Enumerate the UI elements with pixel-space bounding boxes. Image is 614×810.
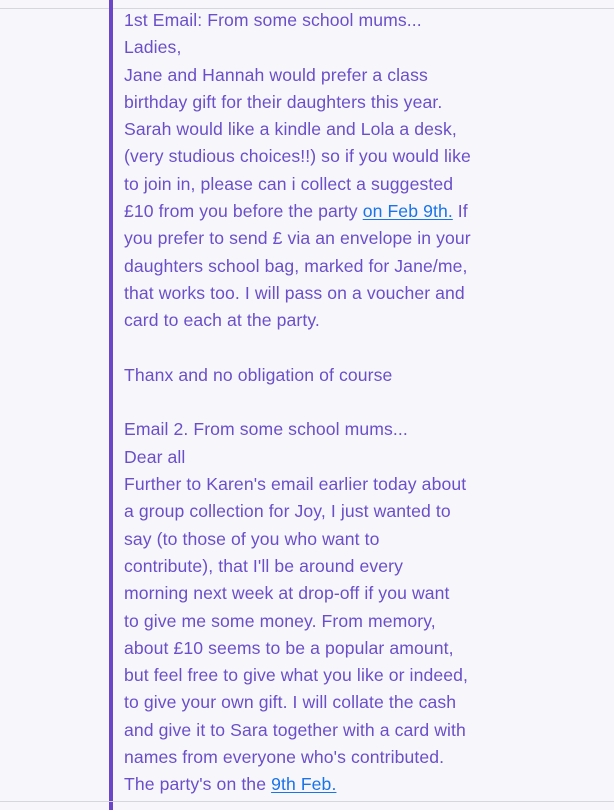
email1-text-after-date: If [452,201,468,222]
email2-line: morning next week at drop-off if you want [124,583,450,604]
email1-line: to join in, please can i collect a suggested [124,173,454,194]
email2-line: say (to those of you who want to [124,528,380,549]
email2-line: but feel free to give what you like or indeed, [124,665,468,686]
quote-bar [109,0,113,810]
email1-greeting: Ladies, [124,37,182,58]
email2-line: to give your own gift. I will collate the cash [124,692,457,713]
email1-line: daughters school bag, marked for Jane/me, [124,255,468,276]
email1-line: that works too. I will pass on a voucher and [124,282,465,303]
email1-heading: 1st Email: From some school mums... [124,10,422,30]
email2-heading: Email 2. From some school mums... [124,419,408,440]
email2-line: contribute), that I'll be around every [124,555,404,576]
bottom-divider [0,801,614,802]
email2-line: Further to Karen's email earlier today about [124,474,467,495]
email1-line: (very studious choices!!) so if you would like [124,146,471,167]
spacer [124,389,594,416]
email2-line: and give it to Sara together with a card with [124,719,466,740]
email1-line: Jane and Hannah would prefer a class [124,64,428,85]
email1-text-before-date: £10 from you before the party [124,201,363,222]
email1-line: Sarah would like a kindle and Lola a desk, [124,119,457,140]
date-link-9th-feb[interactable]: 9th Feb. [271,774,337,795]
email1-closing: Thanx and no obligation of course [124,364,393,385]
email1-line: you prefer to send £ via an envelope in your [124,228,471,249]
email1-line-with-date [124,198,594,225]
email2-line: a group collection for Joy, I just wanted to [124,501,451,522]
spacer [124,335,594,362]
email2-line: to give me some money. From memory, [124,610,436,631]
quoted-email-body [124,7,594,799]
date-link-feb-9th[interactable]: on Feb 9th. [362,201,453,222]
email1-line: birthday gift for their daughters this year. [124,91,443,112]
email2-text-before-date: The party's on the [124,774,272,795]
email2-greeting: Dear all [124,446,186,467]
email1-line: card to each at the party. [124,310,320,331]
email2-last-line [124,771,594,798]
email2-line: about £10 seems to be a popular amount, [124,637,454,658]
email2-line: names from everyone who's contributed. [124,747,445,768]
